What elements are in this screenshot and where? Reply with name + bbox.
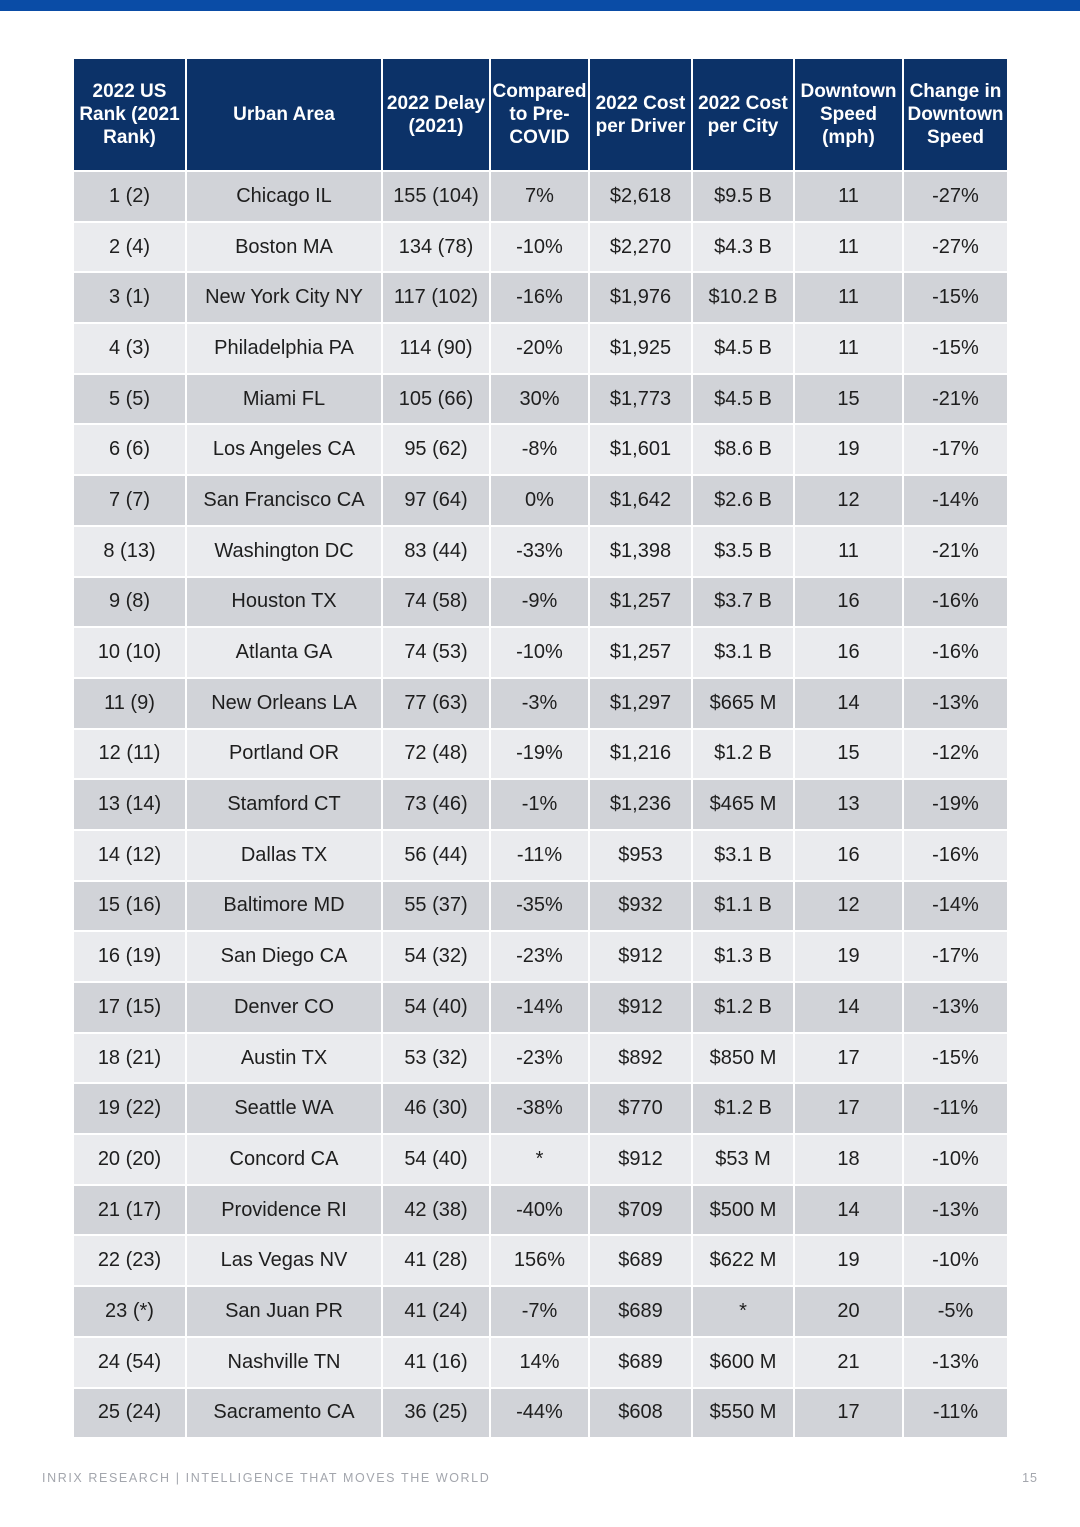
top-accent-bar [0,0,1080,11]
cell-urban-area: San Juan PR [187,1287,381,1336]
cell-urban-area: New Orleans LA [187,679,381,728]
cell-pre-covid: -23% [491,932,588,981]
table-row [74,375,1007,424]
cell-speed-change: -16% [904,628,1007,677]
cell-rank: 24 (54) [74,1338,185,1387]
cell-rank: 19 (22) [74,1084,185,1133]
cell-downtown-speed: 14 [795,983,902,1032]
cell-rank: 13 (14) [74,780,185,829]
cell-urban-area: Philadelphia PA [187,324,381,373]
table-row [74,831,1007,880]
cell-rank: 14 (12) [74,831,185,880]
cell-pre-covid: -8% [491,425,588,474]
table-row [74,1135,1007,1184]
table-row [74,1034,1007,1083]
cell-pre-covid: * [491,1135,588,1184]
cell-urban-area: Dallas TX [187,831,381,880]
cell-pre-covid: -7% [491,1287,588,1336]
cell-urban-area: Washington DC [187,527,381,576]
cell-cost-city: $1.2 B [693,983,793,1032]
cell-speed-change: -17% [904,425,1007,474]
cell-downtown-speed: 19 [795,1236,902,1285]
table-row [74,527,1007,576]
cell-cost-city: $1.2 B [693,730,793,779]
cell-delay: 73 (46) [383,780,489,829]
cell-cost-city: $850 M [693,1034,793,1083]
cell-speed-change: -10% [904,1135,1007,1184]
cell-cost-city: $8.6 B [693,425,793,474]
cell-downtown-speed: 14 [795,679,902,728]
cell-pre-covid: 156% [491,1236,588,1285]
cell-cost-driver: $1,976 [590,273,691,322]
congestion-ranking-table [72,57,1009,1439]
cell-rank: 1 (2) [74,172,185,221]
cell-cost-city: $1.1 B [693,882,793,931]
table-row [74,628,1007,677]
cell-rank: 25 (24) [74,1389,185,1438]
cell-speed-change: -15% [904,273,1007,322]
cell-speed-change: -13% [904,1338,1007,1387]
header-pre-covid: Compared to Pre-COVID [491,59,588,170]
cell-cost-city: $550 M [693,1389,793,1438]
cell-pre-covid: -1% [491,780,588,829]
cell-cost-driver: $912 [590,932,691,981]
cell-downtown-speed: 12 [795,882,902,931]
cell-downtown-speed: 15 [795,730,902,779]
cell-downtown-speed: 19 [795,932,902,981]
cell-cost-city: $3.5 B [693,527,793,576]
cell-cost-city: $9.5 B [693,172,793,221]
footer-tagline: INRIX RESEARCH | INTELLIGENCE THAT MOVES THE WORLD [42,1471,491,1485]
cell-cost-city: $1.2 B [693,1084,793,1133]
cell-pre-covid: -38% [491,1084,588,1133]
cell-cost-driver: $689 [590,1287,691,1336]
cell-cost-driver: $1,297 [590,679,691,728]
cell-speed-change: -5% [904,1287,1007,1336]
cell-downtown-speed: 13 [795,780,902,829]
cell-speed-change: -16% [904,578,1007,627]
cell-pre-covid: -20% [491,324,588,373]
cell-delay: 97 (64) [383,476,489,525]
table-row [74,1389,1007,1438]
cell-pre-covid: -19% [491,730,588,779]
table-row [74,1236,1007,1285]
cell-cost-driver: $709 [590,1186,691,1235]
cell-downtown-speed: 12 [795,476,902,525]
cell-urban-area: Concord CA [187,1135,381,1184]
cell-delay: 117 (102) [383,273,489,322]
cell-rank: 4 (3) [74,324,185,373]
cell-speed-change: -14% [904,476,1007,525]
cell-delay: 42 (38) [383,1186,489,1235]
cell-cost-driver: $689 [590,1236,691,1285]
cell-speed-change: -13% [904,679,1007,728]
table-row [74,1084,1007,1133]
cell-delay: 114 (90) [383,324,489,373]
cell-pre-covid: -40% [491,1186,588,1235]
cell-cost-driver: $1,773 [590,375,691,424]
cell-rank: 16 (19) [74,932,185,981]
cell-delay: 41 (16) [383,1338,489,1387]
cell-delay: 54 (40) [383,983,489,1032]
cell-delay: 155 (104) [383,172,489,221]
table-row [74,273,1007,322]
cell-speed-change: -19% [904,780,1007,829]
cell-delay: 54 (32) [383,932,489,981]
cell-speed-change: -13% [904,1186,1007,1235]
table-row [74,425,1007,474]
cell-rank: 11 (9) [74,679,185,728]
table-row [74,780,1007,829]
cell-speed-change: -27% [904,172,1007,221]
cell-downtown-speed: 17 [795,1389,902,1438]
cell-rank: 12 (11) [74,730,185,779]
header-downtown-speed: Downtown Speed (mph) [795,59,902,170]
cell-cost-city: $665 M [693,679,793,728]
cell-urban-area: Denver CO [187,983,381,1032]
cell-cost-city: $3.7 B [693,578,793,627]
table-row [74,1338,1007,1387]
cell-delay: 46 (30) [383,1084,489,1133]
cell-delay: 95 (62) [383,425,489,474]
cell-cost-city: $3.1 B [693,831,793,880]
cell-cost-city: $53 M [693,1135,793,1184]
table-row [74,578,1007,627]
cell-rank: 18 (21) [74,1034,185,1083]
cell-pre-covid: -11% [491,831,588,880]
cell-delay: 41 (24) [383,1287,489,1336]
cell-cost-driver: $932 [590,882,691,931]
cell-urban-area: New York City NY [187,273,381,322]
cell-cost-city: $4.5 B [693,375,793,424]
cell-downtown-speed: 15 [795,375,902,424]
header-delay: 2022 Delay (2021) [383,59,489,170]
table-row [74,730,1007,779]
cell-urban-area: San Francisco CA [187,476,381,525]
cell-rank: 10 (10) [74,628,185,677]
header-urban-area: Urban Area [187,59,381,170]
cell-cost-driver: $1,642 [590,476,691,525]
cell-rank: 9 (8) [74,578,185,627]
cell-pre-covid: -23% [491,1034,588,1083]
header-cost-city: 2022 Cost per City [693,59,793,170]
header-speed-change: Change in Downtown Speed [904,59,1007,170]
cell-delay: 134 (78) [383,223,489,272]
cell-delay: 54 (40) [383,1135,489,1184]
table-row [74,172,1007,221]
cell-cost-driver: $1,257 [590,578,691,627]
cell-downtown-speed: 11 [795,527,902,576]
cell-delay: 77 (63) [383,679,489,728]
cell-rank: 21 (17) [74,1186,185,1235]
cell-cost-city: $622 M [693,1236,793,1285]
cell-cost-driver: $2,618 [590,172,691,221]
cell-downtown-speed: 16 [795,628,902,677]
cell-downtown-speed: 11 [795,223,902,272]
cell-urban-area: Seattle WA [187,1084,381,1133]
cell-downtown-speed: 11 [795,172,902,221]
cell-speed-change: -14% [904,882,1007,931]
cell-cost-driver: $912 [590,1135,691,1184]
cell-downtown-speed: 17 [795,1034,902,1083]
table-header-row [74,59,1007,170]
cell-cost-driver: $1,216 [590,730,691,779]
cell-cost-city: $500 M [693,1186,793,1235]
cell-cost-driver: $770 [590,1084,691,1133]
cell-urban-area: Stamford CT [187,780,381,829]
cell-urban-area: Las Vegas NV [187,1236,381,1285]
cell-pre-covid: 0% [491,476,588,525]
cell-cost-city: * [693,1287,793,1336]
cell-delay: 41 (28) [383,1236,489,1285]
cell-delay: 55 (37) [383,882,489,931]
table-row [74,476,1007,525]
cell-rank: 8 (13) [74,527,185,576]
cell-rank: 6 (6) [74,425,185,474]
cell-speed-change: -13% [904,983,1007,1032]
cell-urban-area: Miami FL [187,375,381,424]
cell-pre-covid: -10% [491,628,588,677]
cell-downtown-speed: 14 [795,1186,902,1235]
cell-speed-change: -12% [904,730,1007,779]
header-rank: 2022 US Rank (2021 Rank) [74,59,185,170]
cell-pre-covid: -33% [491,527,588,576]
cell-rank: 3 (1) [74,273,185,322]
cell-downtown-speed: 19 [795,425,902,474]
cell-downtown-speed: 16 [795,578,902,627]
table-row [74,983,1007,1032]
cell-delay: 36 (25) [383,1389,489,1438]
cell-speed-change: -21% [904,375,1007,424]
cell-urban-area: Los Angeles CA [187,425,381,474]
cell-cost-driver: $892 [590,1034,691,1083]
cell-pre-covid: 14% [491,1338,588,1387]
cell-urban-area: Austin TX [187,1034,381,1083]
cell-urban-area: Sacramento CA [187,1389,381,1438]
cell-pre-covid: -16% [491,273,588,322]
cell-downtown-speed: 20 [795,1287,902,1336]
cell-downtown-speed: 18 [795,1135,902,1184]
cell-delay: 53 (32) [383,1034,489,1083]
cell-rank: 15 (16) [74,882,185,931]
cell-downtown-speed: 17 [795,1084,902,1133]
cell-speed-change: -17% [904,932,1007,981]
cell-downtown-speed: 11 [795,273,902,322]
cell-cost-driver: $1,925 [590,324,691,373]
cell-cost-driver: $689 [590,1338,691,1387]
cell-speed-change: -11% [904,1084,1007,1133]
cell-downtown-speed: 21 [795,1338,902,1387]
cell-cost-city: $465 M [693,780,793,829]
cell-cost-driver: $608 [590,1389,691,1438]
cell-urban-area: San Diego CA [187,932,381,981]
cell-rank: 7 (7) [74,476,185,525]
table-body [74,172,1007,1437]
cell-cost-city: $10.2 B [693,273,793,322]
cell-urban-area: Houston TX [187,578,381,627]
cell-urban-area: Providence RI [187,1186,381,1235]
cell-speed-change: -15% [904,1034,1007,1083]
cell-rank: 20 (20) [74,1135,185,1184]
cell-cost-driver: $2,270 [590,223,691,272]
cell-cost-city: $3.1 B [693,628,793,677]
cell-delay: 105 (66) [383,375,489,424]
cell-urban-area: Nashville TN [187,1338,381,1387]
table-row [74,324,1007,373]
table-row [74,1287,1007,1336]
cell-cost-city: $600 M [693,1338,793,1387]
cell-rank: 17 (15) [74,983,185,1032]
cell-pre-covid: 7% [491,172,588,221]
cell-delay: 74 (53) [383,628,489,677]
cell-pre-covid: -3% [491,679,588,728]
cell-delay: 83 (44) [383,527,489,576]
cell-urban-area: Boston MA [187,223,381,272]
cell-cost-city: $4.3 B [693,223,793,272]
cell-urban-area: Chicago IL [187,172,381,221]
cell-pre-covid: 30% [491,375,588,424]
cell-cost-driver: $1,236 [590,780,691,829]
cell-pre-covid: -35% [491,882,588,931]
page-number: 15 [1022,1471,1038,1485]
cell-delay: 56 (44) [383,831,489,880]
cell-cost-city: $2.6 B [693,476,793,525]
cell-cost-driver: $1,257 [590,628,691,677]
cell-pre-covid: -10% [491,223,588,272]
cell-urban-area: Baltimore MD [187,882,381,931]
cell-speed-change: -21% [904,527,1007,576]
cell-speed-change: -16% [904,831,1007,880]
cell-rank: 2 (4) [74,223,185,272]
cell-rank: 5 (5) [74,375,185,424]
table-row [74,223,1007,272]
cell-rank: 22 (23) [74,1236,185,1285]
cell-pre-covid: -9% [491,578,588,627]
table-row [74,932,1007,981]
cell-urban-area: Portland OR [187,730,381,779]
table-row [74,1186,1007,1235]
cell-speed-change: -27% [904,223,1007,272]
cell-cost-driver: $953 [590,831,691,880]
cell-cost-driver: $1,398 [590,527,691,576]
cell-cost-driver: $1,601 [590,425,691,474]
table-row [74,679,1007,728]
cell-cost-city: $1.3 B [693,932,793,981]
cell-urban-area: Atlanta GA [187,628,381,677]
cell-pre-covid: -44% [491,1389,588,1438]
cell-speed-change: -10% [904,1236,1007,1285]
header-cost-driver: 2022 Cost per Driver [590,59,691,170]
cell-pre-covid: -14% [491,983,588,1032]
cell-delay: 74 (58) [383,578,489,627]
cell-cost-driver: $912 [590,983,691,1032]
cell-delay: 72 (48) [383,730,489,779]
cell-downtown-speed: 16 [795,831,902,880]
cell-rank: 23 (*) [74,1287,185,1336]
table-row [74,882,1007,931]
cell-cost-city: $4.5 B [693,324,793,373]
cell-speed-change: -15% [904,324,1007,373]
cell-speed-change: -11% [904,1389,1007,1438]
cell-downtown-speed: 11 [795,324,902,373]
